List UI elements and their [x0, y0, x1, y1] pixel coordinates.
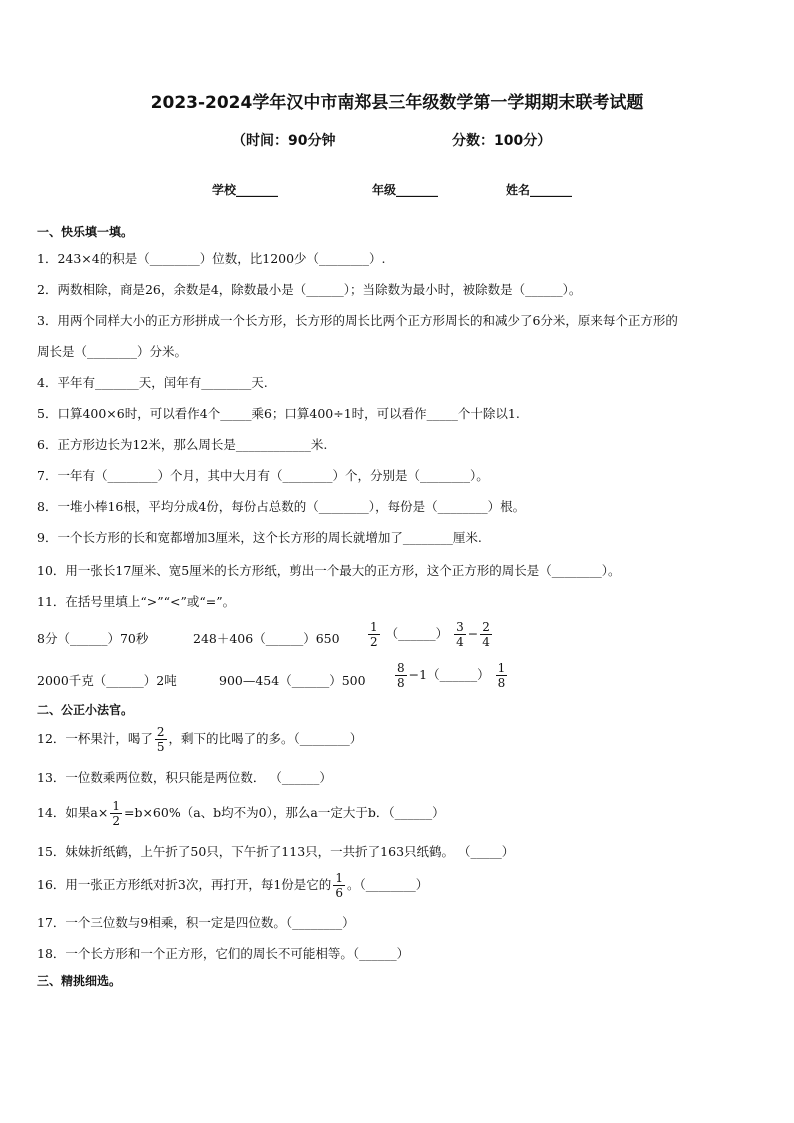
question-18: 18．一个长方形和一个正方形，它们的周长不可能相等。（______）: [37, 946, 410, 961]
question-13: 13．一位数乘两位数，积只能是两位数． （______）: [37, 770, 332, 785]
question-7: 7．一年有（________）个月，其中大月有（________）个，分别是（________）。: [37, 468, 489, 483]
fraction-1-2: $\frac{1}{2}$: [370, 620, 378, 649]
compare-3-blank: （______）: [385, 626, 449, 641]
school-field: 学校_______: [212, 183, 279, 197]
question-16: 16．用一张正方形纸对折3次，再打开，每1份是它的 $\frac{1}{6}$ 。（________）: [37, 871, 429, 900]
compare-1: 8分（______）70秒: [37, 631, 149, 646]
question-17: 17．一个三位数与9相乘，积一定是四位数。（________）: [37, 915, 355, 930]
question-14: 14．如果a× $\frac{1}{2}$ =b×60%（a、b均不为0），那么a一定大于b．（______）: [37, 799, 445, 828]
minus-sign: −: [467, 626, 479, 641]
exam-score: 分数：100分）: [452, 133, 552, 149]
name-field: 姓名_______: [506, 183, 573, 197]
fraction-1-2-q14: $\frac{1}{2}$: [112, 799, 120, 828]
compare-2: 248＋406（______）650: [193, 631, 340, 646]
compare-6: [393, 661, 509, 690]
section-heading-1: 一、快乐填一填。: [37, 225, 134, 239]
question-6: 6．正方形边长为12米，那么周长是____________米.: [37, 437, 328, 452]
fraction-2-4: $\frac{2}{4}$: [482, 620, 490, 649]
question-11: 11．在括号里填上“>”“<”或“=”。: [37, 594, 236, 609]
fraction-1-6: $\frac{1}{6}$: [335, 871, 343, 900]
compare-4: 2000千克（______）2吨: [37, 673, 177, 688]
fraction-2-5: $\frac{2}{5}$: [156, 725, 165, 754]
question-3-line-2: 周长是（________）分米。: [37, 344, 188, 359]
grade-field: 年级_______: [372, 183, 439, 197]
page-title: 2023-2024学年汉中市南郑县三年级数学第一学期期末联考试题: [150, 93, 644, 113]
question-2: 2．两数相除，商是26，余数是4，除数最小是（______）；当除数为最小时，被除数是（______）。: [37, 282, 582, 297]
question-1: 1．243×4的积是（________）位数，比1200少（________）.: [37, 251, 386, 266]
question-15: 15．妹妹折纸鹤，上午折了50只，下午折了113只，一共折了163只纸鹤。 （_____）: [37, 844, 515, 859]
compare-5: 900—454（______）500: [219, 673, 366, 688]
section-heading-3: 三、精挑细选。: [37, 974, 122, 988]
fraction-8-8: $\frac{8}{8}$: [397, 661, 405, 690]
section-heading-2: 二、公正小法官。: [37, 703, 134, 717]
compare-3: [366, 620, 494, 649]
question-10: 10．用一张长17厘米、宽5厘米的长方形纸，剪出一个最大的正方形，这个正方形的周长是（________）。: [37, 563, 621, 578]
question-12: 12．一杯果汁，喝了 $\frac{2}{5}$ ，剩下的比喝了的多。（________）: [37, 725, 363, 754]
question-3-line-1: 3．用两个同样大小的正方形拼成一个长方形，长方形的周长比两个正方形周长的和减少了6分米，原来每个正方形的: [37, 313, 678, 328]
exam-time: （时间：90分钟: [232, 133, 336, 149]
question-5: 5．口算400×6时，可以看作4个_____乘6；口算400÷1时，可以看作_____个十除以1.: [37, 406, 520, 421]
question-9: 9．一个长方形的长和宽都增加3厘米，这个长方形的周长就增加了________厘米.: [37, 530, 482, 545]
fraction-3-4: $\frac{3}{4}$: [456, 620, 464, 649]
fraction-1-8: $\frac{1}{8}$: [497, 661, 506, 690]
question-4: 4．平年有_______天，闰年有________天.: [37, 375, 268, 390]
question-8: 8．一堆小棒16根，平均分成4份，每份占总数的（________），每份是（________）根。: [37, 499, 526, 514]
compare-6-blank: −1（______）: [408, 667, 490, 682]
